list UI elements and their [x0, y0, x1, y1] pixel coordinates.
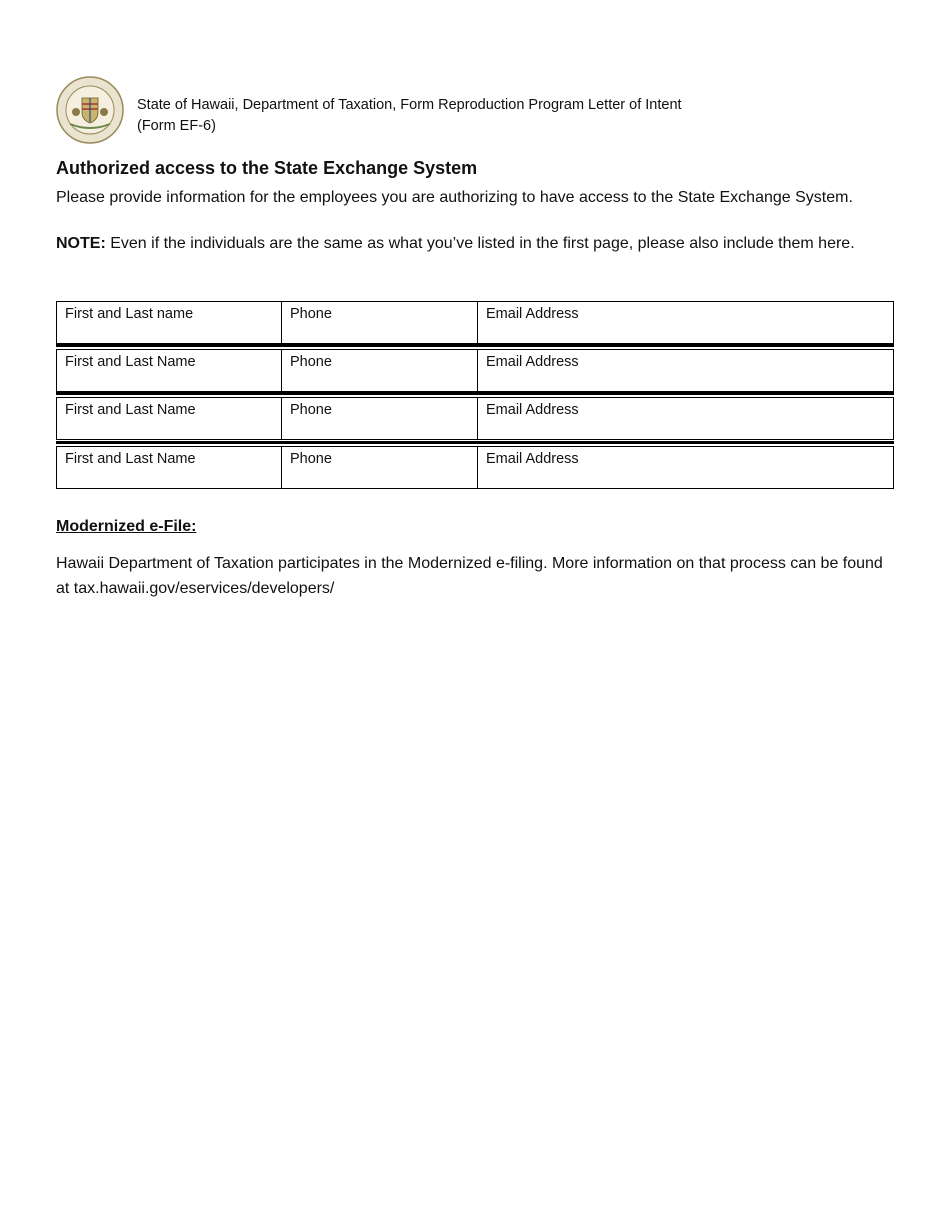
employee-row: [56, 446, 894, 489]
section-title: Authorized access to the State Exchange System: [56, 158, 478, 178]
name-field[interactable]: First and Last Name: [57, 350, 282, 391]
phone-field[interactable]: Phone: [282, 398, 478, 439]
form-number: (Form EF-6): [137, 118, 216, 134]
row-divider: [56, 344, 894, 347]
efile-heading: Modernized e-File:: [56, 518, 197, 535]
employee-row: [56, 397, 894, 440]
row-divider: [56, 392, 894, 395]
phone-field[interactable]: Phone: [282, 350, 478, 391]
note-paragraph: [56, 232, 896, 255]
phone-field[interactable]: Phone: [282, 302, 478, 343]
email-field[interactable]: Email Address: [486, 306, 579, 322]
intro-text: Please provide information for the employees you are authorizing to have access to the State Exchange System.: [56, 189, 853, 206]
email-field[interactable]: Email Address: [486, 451, 579, 467]
name-field[interactable]: First and Last name: [57, 302, 282, 343]
row-divider: [56, 441, 894, 444]
email-field[interactable]: Email Address: [486, 354, 579, 370]
note-label: NOTE:: [56, 235, 106, 252]
employee-row: [56, 301, 894, 344]
phone-field[interactable]: Phone: [282, 447, 478, 488]
name-field[interactable]: First and Last Name: [57, 447, 282, 488]
form-title-line: State of Hawaii, Department of Taxation, Form Reproduction Program Letter of Intent: [137, 97, 682, 113]
efile-text: Hawaii Department of Taxation participates in the Modernized e-filing. More information on that process can be found at tax.hawaii.gov/eservices/developers/: [56, 555, 883, 597]
name-field[interactable]: First and Last Name: [57, 398, 282, 439]
form-header: [137, 95, 682, 137]
note-text: Even if the individuals are the same as what you’ve listed in the first page, please also include them here.: [105, 235, 855, 252]
state-of-hawaii-seal-icon: [56, 76, 124, 144]
email-field[interactable]: Email Address: [486, 402, 579, 418]
employee-row: [56, 349, 894, 392]
